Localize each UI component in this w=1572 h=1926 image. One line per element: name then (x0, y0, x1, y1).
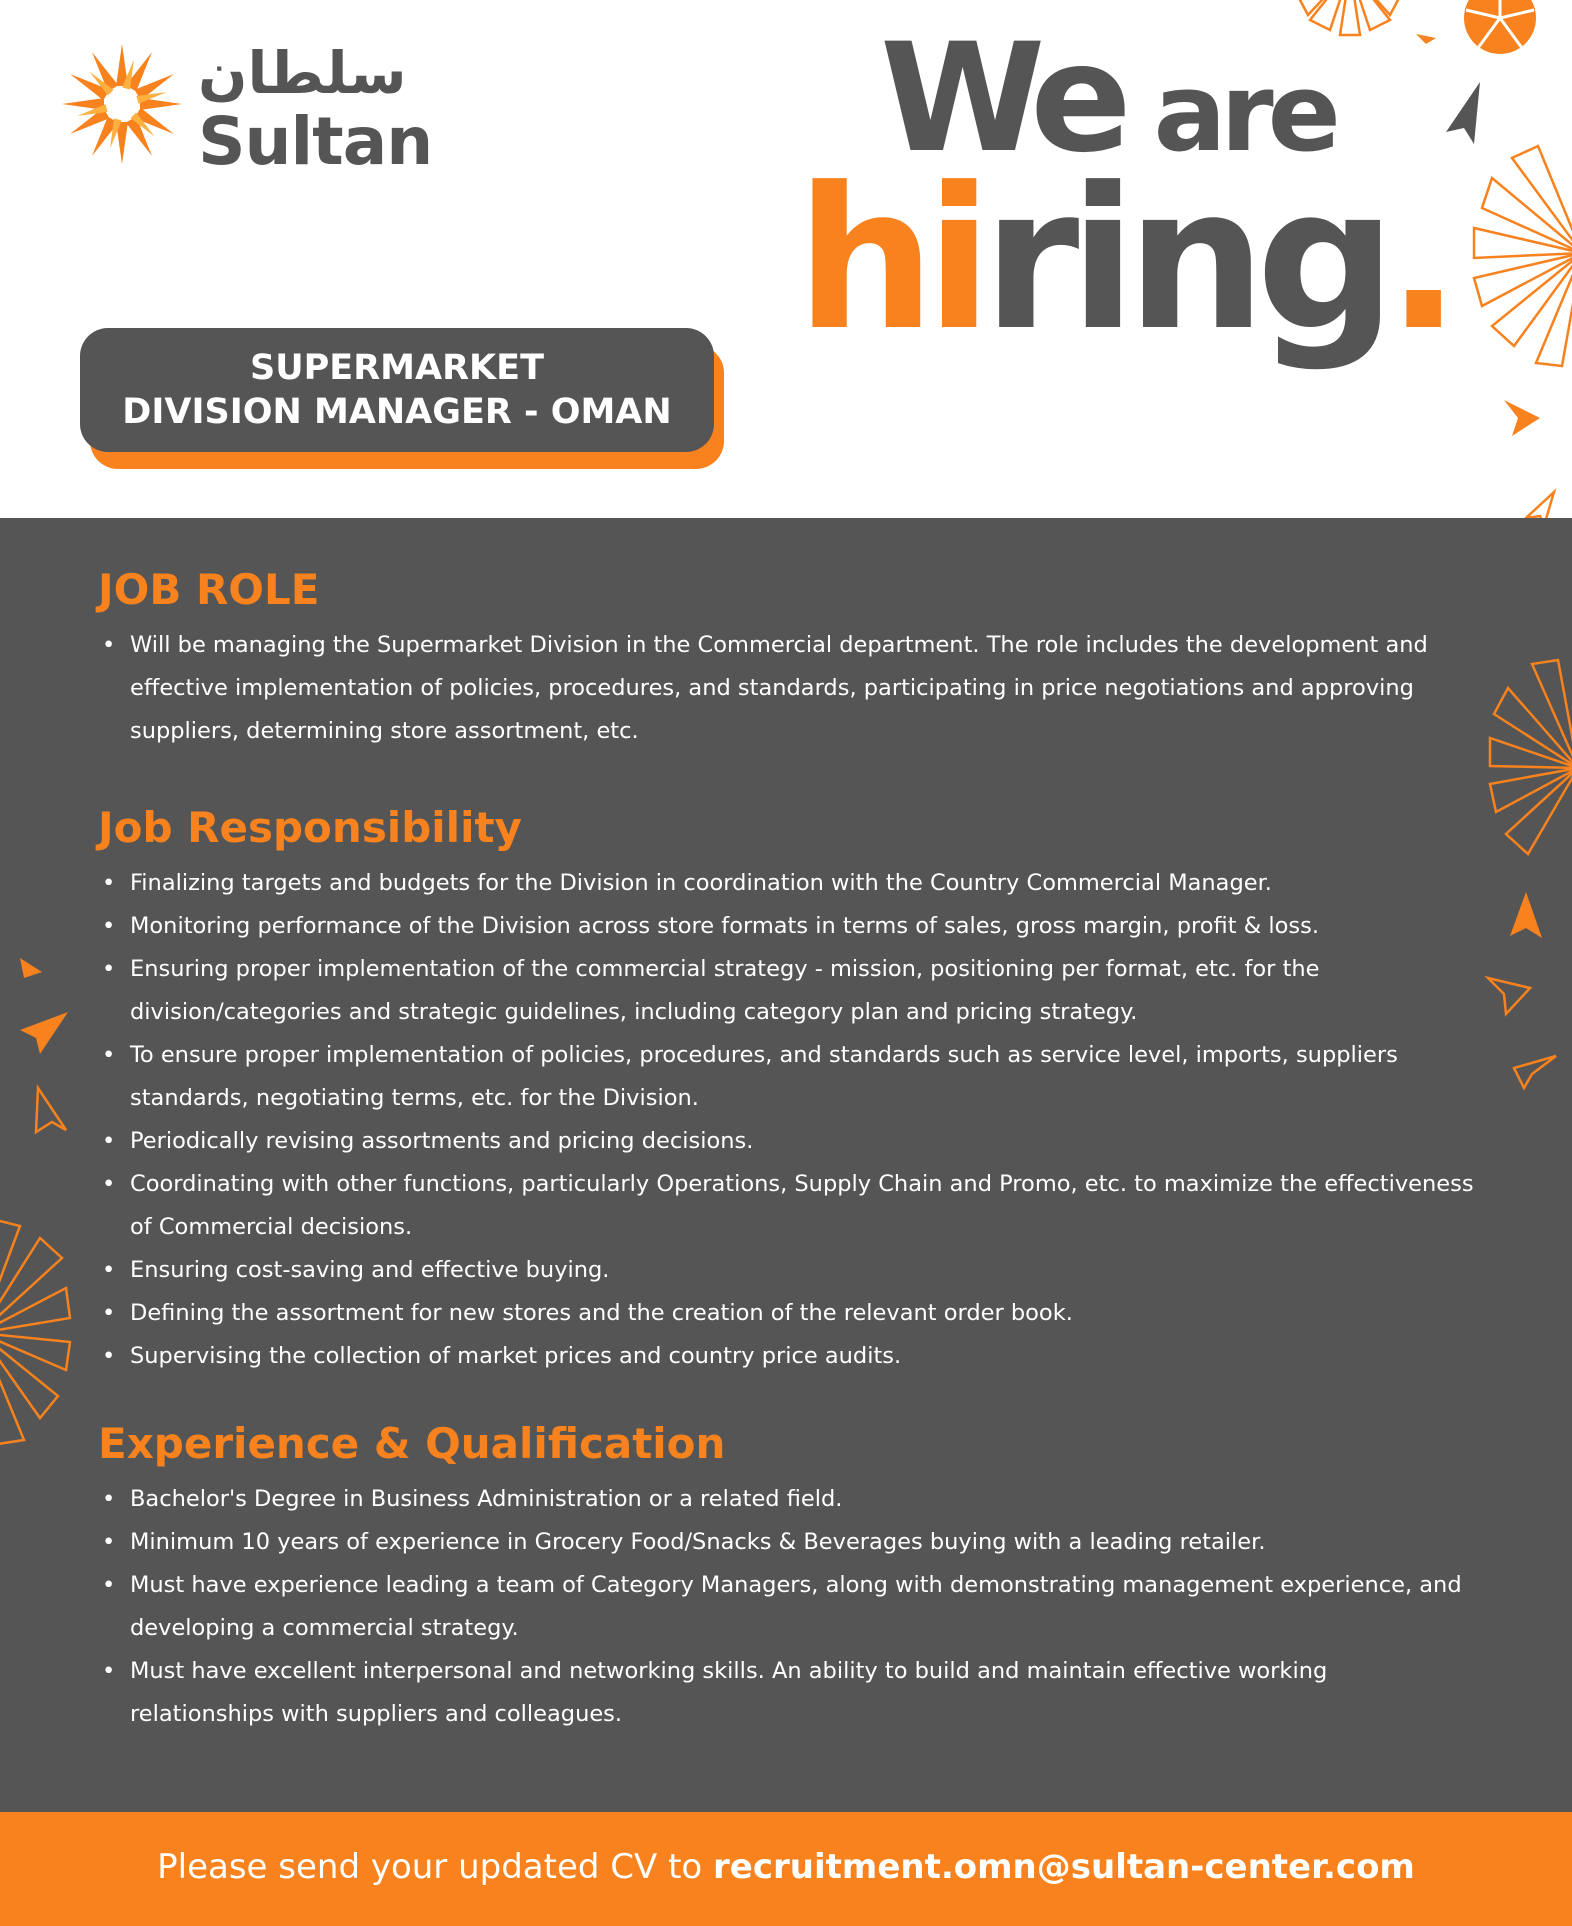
position-badge (80, 328, 714, 452)
list-item: • Finalizing targets and budgets for the Division in coordination with the Country Commercial Manager. (98, 862, 1478, 905)
footer-cta (157, 1842, 1415, 1892)
section-title-job-role: JOB ROLE (98, 565, 320, 614)
paper-plane-icon (30, 1084, 74, 1138)
section-title-experience: Experience & Qualification (98, 1419, 726, 1468)
list-item: • To ensure proper implementation of policies, procedures, and standards such as service level, imports, suppliers standards, negotiating terms, etc. for the Division. (98, 1034, 1478, 1120)
recruitment-email-link[interactable]: recruitment.omn@sultan-center.com (713, 1847, 1415, 1887)
job-role-section (98, 562, 1478, 753)
job-responsibility-list (98, 862, 1478, 1378)
list-item: • Ensuring proper implementation of the commercial strategy - mission, positioning per format, etc. for the division/categories and strategic guidelines, including category plan and pricing strategy. (98, 948, 1478, 1034)
headline-ring: ring (982, 146, 1387, 374)
paper-plane-icon (1506, 890, 1546, 942)
orange-slice-icon (1488, 658, 1572, 878)
list-item: • Minimum 10 years of experience in Grocery Food/Snacks & Beverages buying with a leading retailer. (98, 1521, 1478, 1564)
job-details-panel (0, 518, 1572, 1812)
list-item: • Periodically revising assortments and pricing decisions. (98, 1120, 1478, 1163)
list-item: • Monitoring performance of the Division across store formats in terms of sales, gross margin, profit & loss. (98, 905, 1478, 948)
orange-slice-icon (1460, 0, 1540, 60)
brand-name-latin: Sultan (198, 103, 433, 180)
headline-hiring (796, 146, 1451, 374)
paper-plane-icon (1484, 974, 1534, 1018)
headline-are: are (1121, 51, 1335, 176)
sun-burst-icon (60, 42, 184, 166)
list-item: • Will be managing the Supermarket Division in the Commercial department. The role includes the development and effective implementation of policies, procedures, and standards, participating in price negotiations and approving suppliers, determining store assortment, etc. (98, 624, 1478, 753)
footer-banner (0, 1812, 1572, 1926)
list-item: • Supervising the collection of market prices and country price audits. (98, 1335, 1478, 1378)
paper-plane-icon (1510, 1052, 1560, 1092)
brand-logo (60, 38, 450, 178)
paper-plane-icon (16, 954, 46, 984)
headline-we: We (880, 12, 1122, 186)
brand-name-arabic: سلطان (198, 39, 407, 107)
position-line-1: SUPERMARKET (250, 348, 544, 388)
list-item: • Must have excellent interpersonal and networking skills. An ability to build and maintain effective working relationships with suppliers and colleagues. (98, 1650, 1478, 1736)
paper-plane-icon (16, 1008, 72, 1058)
section-title-job-responsibility: Job Responsibility (98, 803, 522, 852)
list-item: • Must have experience leading a team of Category Managers, along with demonstrating management experience, and developing a commercial strategy. (98, 1564, 1478, 1650)
headline-dot: . (1386, 146, 1451, 374)
position-line-2: DIVISION MANAGER - OMAN (122, 392, 672, 432)
footer-prefix: Please send your updated CV to (157, 1847, 714, 1887)
headline-hi: hi (796, 146, 983, 374)
list-item: • Ensuring cost-saving and effective buying. (98, 1249, 1478, 1292)
experience-list (98, 1478, 1478, 1736)
paper-plane-icon (1500, 396, 1544, 442)
orange-slice-icon (1472, 138, 1572, 368)
paper-plane-icon (1414, 30, 1438, 50)
job-role-list (98, 624, 1478, 753)
paper-plane-icon (1520, 488, 1560, 518)
list-item: • Coordinating with other functions, particularly Operations, Supply Chain and Promo, etc. to maximize the effectiveness of Commercial decisions. (98, 1163, 1478, 1249)
orange-slice-icon (0, 1218, 74, 1448)
list-item: • Bachelor's Degree in Business Administration or a related field. (98, 1478, 1478, 1521)
job-responsibility-section (98, 800, 1478, 1378)
experience-qualification-section (98, 1416, 1478, 1736)
list-item: • Defining the assortment for new stores and the creation of the relevant order book. (98, 1292, 1478, 1335)
header (0, 0, 1572, 518)
